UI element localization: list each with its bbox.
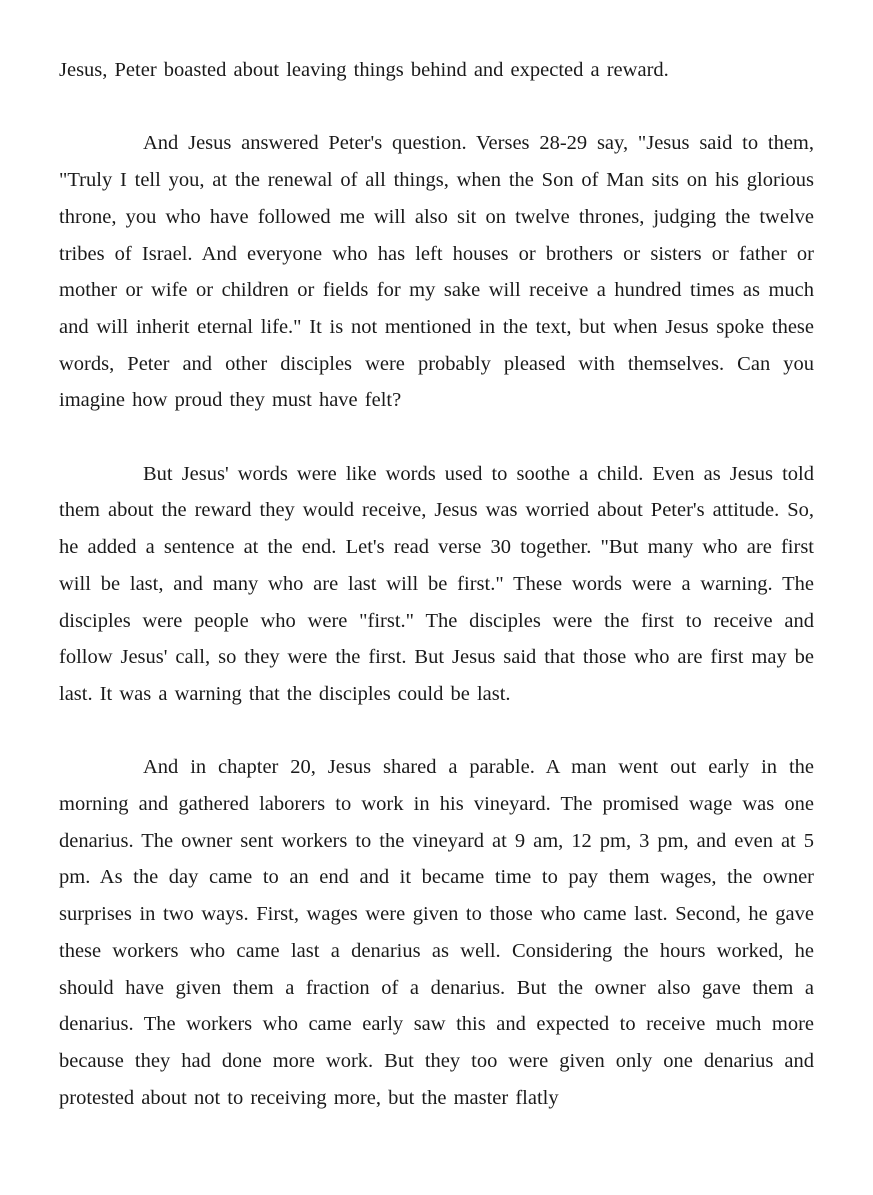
paragraph-continuation: Jesus, Peter boasted about leaving things behind and expected a reward. bbox=[59, 59, 669, 81]
document-page bbox=[59, 52, 814, 1153]
paragraph-verses-28-29: And Jesus answered Peter's question. Verses 28-29 say, "Jesus said to them, "Truly I tell you, at the renewal of all things, when the Son of Man sits on his glorious throne, you who have followed me will also sit on twelve thrones, judging the twelve tribes of Israel. And everyone who has left houses or brothers or sisters or father or mother or wife or children or fields for my sake will receive a hundred times as much and will inherit eternal life." It is not mentioned in the text, but when Jesus spoke these words, Peter and other disciples were probably pleased with themselves. Can you imagine how proud they must have felt? bbox=[59, 132, 814, 412]
paragraph-verse-30-warning: But Jesus' words were like words used to soothe a child. Even as Jesus told them about the reward they would receive, Jesus was worried about Peter's attitude. So, he added a sentence at the end. Let's read verse 30 together. "But many who are first will be last, and many who are last will be first." These words were a warning. The disciples were people who were "first." The disciples were the first to receive and follow Jesus' call, so they were the first. But Jesus said that those who are first may be last. It was a warning that the disciples could be last. bbox=[59, 462, 814, 705]
paragraph-chapter-20-parable: And in chapter 20, Jesus shared a parable. A man went out early in the morning and gathered laborers to work in his vineyard. The promised wage was one denarius. The owner sent workers to the vineyard at 9 am, 12 pm, 3 pm, and even at 5 pm. As the day came to an end and it became time to pay them wages, the owner surprises in two ways. First, wages were given to those who came last. Second, he gave these workers who came last a denarius as well. Considering the hours worked, he should have given them a fraction of a denarius. But the owner also gave them a denarius. The workers who came early saw this and expected to receive much more because they had done more work. But they too were given only one denarius and protested about not to receiving more, but the master flatly bbox=[59, 756, 814, 1109]
